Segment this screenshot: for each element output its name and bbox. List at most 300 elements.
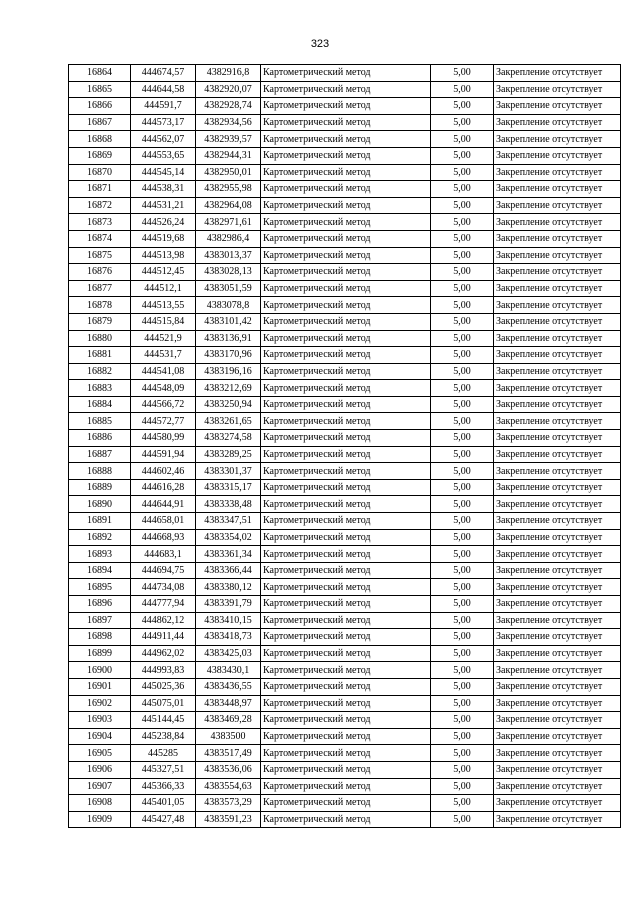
accuracy-cell: 5,00 xyxy=(431,230,494,247)
method-cell: Картометрический метод xyxy=(261,745,431,762)
method-cell: Картометрический метод xyxy=(261,247,431,264)
method-cell: Картометрический метод xyxy=(261,795,431,812)
y-coordinate-cell: 4382964,08 xyxy=(196,197,261,214)
method-cell: Картометрический метод xyxy=(261,363,431,380)
y-coordinate-cell: 4383500 xyxy=(196,728,261,745)
table-row xyxy=(69,247,621,264)
fixation-cell: Закрепление отсутствует xyxy=(494,114,621,131)
table-row xyxy=(69,629,621,646)
table-row xyxy=(69,579,621,596)
method-cell: Картометрический метод xyxy=(261,347,431,364)
x-coordinate-cell: 444566,72 xyxy=(131,396,196,413)
method-cell: Картометрический метод xyxy=(261,811,431,828)
method-cell: Картометрический метод xyxy=(261,479,431,496)
table-row xyxy=(69,562,621,579)
table-row xyxy=(69,363,621,380)
point-number-cell: 16907 xyxy=(69,778,131,795)
x-coordinate-cell: 444644,91 xyxy=(131,496,196,513)
point-number-cell: 16879 xyxy=(69,313,131,330)
y-coordinate-cell: 4382955,98 xyxy=(196,181,261,198)
x-coordinate-cell: 444616,28 xyxy=(131,479,196,496)
fixation-cell: Закрепление отсутствует xyxy=(494,645,621,662)
fixation-cell: Закрепление отсутствует xyxy=(494,745,621,762)
method-cell: Картометрический метод xyxy=(261,430,431,447)
fixation-cell: Закрепление отсутствует xyxy=(494,181,621,198)
method-cell: Картометрический метод xyxy=(261,678,431,695)
method-cell: Картометрический метод xyxy=(261,496,431,513)
method-cell: Картометрический метод xyxy=(261,761,431,778)
y-coordinate-cell: 4382916,8 xyxy=(196,65,261,82)
table-row xyxy=(69,65,621,82)
fixation-cell: Закрепление отсутствует xyxy=(494,728,621,745)
table-row xyxy=(69,147,621,164)
method-cell: Картометрический метод xyxy=(261,380,431,397)
x-coordinate-cell: 445238,84 xyxy=(131,728,196,745)
x-coordinate-cell: 444591,94 xyxy=(131,446,196,463)
point-number-cell: 16889 xyxy=(69,479,131,496)
table-row xyxy=(69,612,621,629)
accuracy-cell: 5,00 xyxy=(431,98,494,115)
x-coordinate-cell: 444658,01 xyxy=(131,513,196,530)
point-number-cell: 16873 xyxy=(69,214,131,231)
y-coordinate-cell: 4383301,37 xyxy=(196,463,261,480)
point-number-cell: 16868 xyxy=(69,131,131,148)
x-coordinate-cell: 444580,99 xyxy=(131,430,196,447)
accuracy-cell: 5,00 xyxy=(431,612,494,629)
table-row xyxy=(69,81,621,98)
x-coordinate-cell: 445144,45 xyxy=(131,712,196,729)
method-cell: Картометрический метод xyxy=(261,264,431,281)
fixation-cell: Закрепление отсутствует xyxy=(494,795,621,812)
y-coordinate-cell: 4382986,4 xyxy=(196,230,261,247)
point-number-cell: 16881 xyxy=(69,347,131,364)
method-cell: Картометрический метод xyxy=(261,712,431,729)
fixation-cell: Закрепление отсутствует xyxy=(494,629,621,646)
accuracy-cell: 5,00 xyxy=(431,629,494,646)
point-number-cell: 16869 xyxy=(69,147,131,164)
accuracy-cell: 5,00 xyxy=(431,247,494,264)
point-number-cell: 16906 xyxy=(69,761,131,778)
method-cell: Картометрический метод xyxy=(261,579,431,596)
fixation-cell: Закрепление отсутствует xyxy=(494,612,621,629)
table-row xyxy=(69,413,621,430)
y-coordinate-cell: 4383289,25 xyxy=(196,446,261,463)
fixation-cell: Закрепление отсутствует xyxy=(494,313,621,330)
method-cell: Картометрический метод xyxy=(261,463,431,480)
point-number-cell: 16909 xyxy=(69,811,131,828)
x-coordinate-cell: 444694,75 xyxy=(131,562,196,579)
table-row xyxy=(69,164,621,181)
x-coordinate-cell: 445401,05 xyxy=(131,795,196,812)
y-coordinate-cell: 4383391,79 xyxy=(196,596,261,613)
accuracy-cell: 5,00 xyxy=(431,463,494,480)
point-number-cell: 16885 xyxy=(69,413,131,430)
point-number-cell: 16892 xyxy=(69,529,131,546)
method-cell: Картометрический метод xyxy=(261,65,431,82)
method-cell: Картометрический метод xyxy=(261,147,431,164)
y-coordinate-cell: 4383591,23 xyxy=(196,811,261,828)
accuracy-cell: 5,00 xyxy=(431,264,494,281)
point-number-cell: 16891 xyxy=(69,513,131,530)
table-row xyxy=(69,230,621,247)
x-coordinate-cell: 444911,44 xyxy=(131,629,196,646)
y-coordinate-cell: 4383212,69 xyxy=(196,380,261,397)
method-cell: Картометрический метод xyxy=(261,297,431,314)
method-cell: Картометрический метод xyxy=(261,396,431,413)
table-row xyxy=(69,396,621,413)
method-cell: Картометрический метод xyxy=(261,645,431,662)
accuracy-cell: 5,00 xyxy=(431,662,494,679)
x-coordinate-cell: 444674,57 xyxy=(131,65,196,82)
accuracy-cell: 5,00 xyxy=(431,795,494,812)
y-coordinate-cell: 4383028,13 xyxy=(196,264,261,281)
point-number-cell: 16899 xyxy=(69,645,131,662)
accuracy-cell: 5,00 xyxy=(431,363,494,380)
fixation-cell: Закрепление отсутствует xyxy=(494,363,621,380)
fixation-cell: Закрепление отсутствует xyxy=(494,413,621,430)
x-coordinate-cell: 444513,98 xyxy=(131,247,196,264)
accuracy-cell: 5,00 xyxy=(431,347,494,364)
y-coordinate-cell: 4383425,03 xyxy=(196,645,261,662)
accuracy-cell: 5,00 xyxy=(431,745,494,762)
x-coordinate-cell: 444591,7 xyxy=(131,98,196,115)
table-row xyxy=(69,214,621,231)
table-row xyxy=(69,795,621,812)
fixation-cell: Закрепление отсутствует xyxy=(494,214,621,231)
table-row xyxy=(69,197,621,214)
point-number-cell: 16897 xyxy=(69,612,131,629)
point-number-cell: 16871 xyxy=(69,181,131,198)
x-coordinate-cell: 444538,31 xyxy=(131,181,196,198)
table-row xyxy=(69,313,621,330)
fixation-cell: Закрепление отсутствует xyxy=(494,529,621,546)
fixation-cell: Закрепление отсутствует xyxy=(494,712,621,729)
y-coordinate-cell: 4383078,8 xyxy=(196,297,261,314)
method-cell: Картометрический метод xyxy=(261,81,431,98)
point-number-cell: 16880 xyxy=(69,330,131,347)
table-row xyxy=(69,513,621,530)
y-coordinate-cell: 4383347,51 xyxy=(196,513,261,530)
accuracy-cell: 5,00 xyxy=(431,513,494,530)
y-coordinate-cell: 4382950,01 xyxy=(196,164,261,181)
point-number-cell: 16901 xyxy=(69,678,131,695)
table-row xyxy=(69,778,621,795)
accuracy-cell: 5,00 xyxy=(431,596,494,613)
point-number-cell: 16887 xyxy=(69,446,131,463)
x-coordinate-cell: 444548,09 xyxy=(131,380,196,397)
point-number-cell: 16893 xyxy=(69,546,131,563)
fixation-cell: Закрепление отсутствует xyxy=(494,778,621,795)
point-number-cell: 16895 xyxy=(69,579,131,596)
method-cell: Картометрический метод xyxy=(261,214,431,231)
table-row xyxy=(69,264,621,281)
y-coordinate-cell: 4383536,06 xyxy=(196,761,261,778)
method-cell: Картометрический метод xyxy=(261,197,431,214)
accuracy-cell: 5,00 xyxy=(431,430,494,447)
method-cell: Картометрический метод xyxy=(261,529,431,546)
point-number-cell: 16872 xyxy=(69,197,131,214)
accuracy-cell: 5,00 xyxy=(431,479,494,496)
y-coordinate-cell: 4383380,12 xyxy=(196,579,261,596)
table-row xyxy=(69,596,621,613)
table-row xyxy=(69,811,621,828)
accuracy-cell: 5,00 xyxy=(431,446,494,463)
method-cell: Картометрический метод xyxy=(261,131,431,148)
method-cell: Картометрический метод xyxy=(261,513,431,530)
method-cell: Картометрический метод xyxy=(261,280,431,297)
point-number-cell: 16875 xyxy=(69,247,131,264)
accuracy-cell: 5,00 xyxy=(431,712,494,729)
method-cell: Картометрический метод xyxy=(261,313,431,330)
x-coordinate-cell: 444531,7 xyxy=(131,347,196,364)
y-coordinate-cell: 4382939,57 xyxy=(196,131,261,148)
y-coordinate-cell: 4382920,07 xyxy=(196,81,261,98)
point-number-cell: 16896 xyxy=(69,596,131,613)
point-number-cell: 16905 xyxy=(69,745,131,762)
y-coordinate-cell: 4382928,74 xyxy=(196,98,261,115)
accuracy-cell: 5,00 xyxy=(431,529,494,546)
x-coordinate-cell: 444734,08 xyxy=(131,579,196,596)
fixation-cell: Закрепление отсутствует xyxy=(494,479,621,496)
x-coordinate-cell: 444862,12 xyxy=(131,612,196,629)
method-cell: Картометрический метод xyxy=(261,546,431,563)
point-number-cell: 16890 xyxy=(69,496,131,513)
accuracy-cell: 5,00 xyxy=(431,131,494,148)
point-number-cell: 16870 xyxy=(69,164,131,181)
y-coordinate-cell: 4383013,37 xyxy=(196,247,261,264)
point-number-cell: 16864 xyxy=(69,65,131,82)
point-number-cell: 16884 xyxy=(69,396,131,413)
accuracy-cell: 5,00 xyxy=(431,728,494,745)
accuracy-cell: 5,00 xyxy=(431,778,494,795)
x-coordinate-cell: 444777,94 xyxy=(131,596,196,613)
fixation-cell: Закрепление отсутствует xyxy=(494,562,621,579)
table-row xyxy=(69,347,621,364)
point-number-cell: 16877 xyxy=(69,280,131,297)
x-coordinate-cell: 444545,14 xyxy=(131,164,196,181)
fixation-cell: Закрепление отсутствует xyxy=(494,81,621,98)
x-coordinate-cell: 445427,48 xyxy=(131,811,196,828)
fixation-cell: Закрепление отсутствует xyxy=(494,513,621,530)
fixation-cell: Закрепление отсутствует xyxy=(494,596,621,613)
method-cell: Картометрический метод xyxy=(261,230,431,247)
point-number-cell: 16874 xyxy=(69,230,131,247)
x-coordinate-cell: 445075,01 xyxy=(131,695,196,712)
table-row xyxy=(69,645,621,662)
x-coordinate-cell: 444521,9 xyxy=(131,330,196,347)
y-coordinate-cell: 4383430,1 xyxy=(196,662,261,679)
y-coordinate-cell: 4382934,56 xyxy=(196,114,261,131)
method-cell: Картометрический метод xyxy=(261,330,431,347)
table-row xyxy=(69,297,621,314)
fixation-cell: Закрепление отсутствует xyxy=(494,197,621,214)
y-coordinate-cell: 4383573,29 xyxy=(196,795,261,812)
table-row xyxy=(69,761,621,778)
method-cell: Картометрический метод xyxy=(261,662,431,679)
accuracy-cell: 5,00 xyxy=(431,313,494,330)
accuracy-cell: 5,00 xyxy=(431,496,494,513)
y-coordinate-cell: 4383410,15 xyxy=(196,612,261,629)
x-coordinate-cell: 444541,08 xyxy=(131,363,196,380)
point-number-cell: 16883 xyxy=(69,380,131,397)
table-row xyxy=(69,330,621,347)
point-number-cell: 16867 xyxy=(69,114,131,131)
point-number-cell: 16886 xyxy=(69,430,131,447)
accuracy-cell: 5,00 xyxy=(431,579,494,596)
y-coordinate-cell: 4383366,44 xyxy=(196,562,261,579)
accuracy-cell: 5,00 xyxy=(431,297,494,314)
method-cell: Картометрический метод xyxy=(261,164,431,181)
accuracy-cell: 5,00 xyxy=(431,164,494,181)
method-cell: Картометрический метод xyxy=(261,562,431,579)
fixation-cell: Закрепление отсутствует xyxy=(494,297,621,314)
fixation-cell: Закрепление отсутствует xyxy=(494,496,621,513)
table-row xyxy=(69,678,621,695)
y-coordinate-cell: 4383051,59 xyxy=(196,280,261,297)
point-number-cell: 16900 xyxy=(69,662,131,679)
accuracy-cell: 5,00 xyxy=(431,330,494,347)
method-cell: Картометрический метод xyxy=(261,413,431,430)
method-cell: Картометрический метод xyxy=(261,114,431,131)
accuracy-cell: 5,00 xyxy=(431,181,494,198)
y-coordinate-cell: 4383274,58 xyxy=(196,430,261,447)
table-row xyxy=(69,131,621,148)
x-coordinate-cell: 444683,1 xyxy=(131,546,196,563)
x-coordinate-cell: 444602,46 xyxy=(131,463,196,480)
fixation-cell: Закрепление отсутствует xyxy=(494,230,621,247)
fixation-cell: Закрепление отсутствует xyxy=(494,430,621,447)
accuracy-cell: 5,00 xyxy=(431,65,494,82)
table-row xyxy=(69,745,621,762)
table-row xyxy=(69,479,621,496)
fixation-cell: Закрепление отсутствует xyxy=(494,264,621,281)
accuracy-cell: 5,00 xyxy=(431,761,494,778)
table-row xyxy=(69,662,621,679)
fixation-cell: Закрепление отсутствует xyxy=(494,396,621,413)
y-coordinate-cell: 4383170,96 xyxy=(196,347,261,364)
y-coordinate-cell: 4383354,02 xyxy=(196,529,261,546)
x-coordinate-cell: 445366,33 xyxy=(131,778,196,795)
method-cell: Картометрический метод xyxy=(261,596,431,613)
fixation-cell: Закрепление отсутствует xyxy=(494,761,621,778)
y-coordinate-cell: 4383554,63 xyxy=(196,778,261,795)
y-coordinate-cell: 4383448,97 xyxy=(196,695,261,712)
fixation-cell: Закрепление отсутствует xyxy=(494,811,621,828)
accuracy-cell: 5,00 xyxy=(431,214,494,231)
page-number: 323 xyxy=(310,38,330,50)
point-number-cell: 16898 xyxy=(69,629,131,646)
accuracy-cell: 5,00 xyxy=(431,811,494,828)
accuracy-cell: 5,00 xyxy=(431,147,494,164)
accuracy-cell: 5,00 xyxy=(431,280,494,297)
fixation-cell: Закрепление отсутствует xyxy=(494,678,621,695)
y-coordinate-cell: 4383261,65 xyxy=(196,413,261,430)
method-cell: Картометрический метод xyxy=(261,181,431,198)
y-coordinate-cell: 4383101,42 xyxy=(196,313,261,330)
fixation-cell: Закрепление отсутствует xyxy=(494,247,621,264)
method-cell: Картометрический метод xyxy=(261,629,431,646)
accuracy-cell: 5,00 xyxy=(431,81,494,98)
x-coordinate-cell: 445285 xyxy=(131,745,196,762)
point-number-cell: 16865 xyxy=(69,81,131,98)
y-coordinate-cell: 4383436,55 xyxy=(196,678,261,695)
x-coordinate-cell: 444526,24 xyxy=(131,214,196,231)
fixation-cell: Закрепление отсутствует xyxy=(494,347,621,364)
x-coordinate-cell: 444573,17 xyxy=(131,114,196,131)
fixation-cell: Закрепление отсутствует xyxy=(494,463,621,480)
method-cell: Картометрический метод xyxy=(261,446,431,463)
table-row xyxy=(69,546,621,563)
coordinates-table-body xyxy=(69,65,621,828)
point-number-cell: 16882 xyxy=(69,363,131,380)
fixation-cell: Закрепление отсутствует xyxy=(494,280,621,297)
fixation-cell: Закрепление отсутствует xyxy=(494,131,621,148)
point-number-cell: 16866 xyxy=(69,98,131,115)
x-coordinate-cell: 445327,51 xyxy=(131,761,196,778)
fixation-cell: Закрепление отсутствует xyxy=(494,147,621,164)
x-coordinate-cell: 444513,55 xyxy=(131,297,196,314)
x-coordinate-cell: 444562,07 xyxy=(131,131,196,148)
table-row xyxy=(69,529,621,546)
x-coordinate-cell: 444962,02 xyxy=(131,645,196,662)
table-row xyxy=(69,463,621,480)
accuracy-cell: 5,00 xyxy=(431,396,494,413)
fixation-cell: Закрепление отсутствует xyxy=(494,164,621,181)
fixation-cell: Закрепление отсутствует xyxy=(494,579,621,596)
accuracy-cell: 5,00 xyxy=(431,562,494,579)
fixation-cell: Закрепление отсутствует xyxy=(494,662,621,679)
accuracy-cell: 5,00 xyxy=(431,413,494,430)
x-coordinate-cell: 444515,84 xyxy=(131,313,196,330)
table-row xyxy=(69,728,621,745)
y-coordinate-cell: 4383196,16 xyxy=(196,363,261,380)
fixation-cell: Закрепление отсутствует xyxy=(494,380,621,397)
fixation-cell: Закрепление отсутствует xyxy=(494,446,621,463)
point-number-cell: 16903 xyxy=(69,712,131,729)
method-cell: Картометрический метод xyxy=(261,778,431,795)
y-coordinate-cell: 4383338,48 xyxy=(196,496,261,513)
accuracy-cell: 5,00 xyxy=(431,197,494,214)
point-number-cell: 16876 xyxy=(69,264,131,281)
table-row xyxy=(69,181,621,198)
accuracy-cell: 5,00 xyxy=(431,678,494,695)
x-coordinate-cell: 444519,68 xyxy=(131,230,196,247)
fixation-cell: Закрепление отсутствует xyxy=(494,330,621,347)
x-coordinate-cell: 444553,65 xyxy=(131,147,196,164)
table-row xyxy=(69,446,621,463)
x-coordinate-cell: 444668,93 xyxy=(131,529,196,546)
y-coordinate-cell: 4383361,34 xyxy=(196,546,261,563)
table-row xyxy=(69,380,621,397)
accuracy-cell: 5,00 xyxy=(431,380,494,397)
y-coordinate-cell: 4382971,61 xyxy=(196,214,261,231)
fixation-cell: Закрепление отсутствует xyxy=(494,65,621,82)
y-coordinate-cell: 4383517,49 xyxy=(196,745,261,762)
x-coordinate-cell: 445025,36 xyxy=(131,678,196,695)
accuracy-cell: 5,00 xyxy=(431,695,494,712)
x-coordinate-cell: 444512,45 xyxy=(131,264,196,281)
y-coordinate-cell: 4383469,28 xyxy=(196,712,261,729)
method-cell: Картометрический метод xyxy=(261,612,431,629)
method-cell: Картометрический метод xyxy=(261,695,431,712)
point-number-cell: 16878 xyxy=(69,297,131,314)
y-coordinate-cell: 4383136,91 xyxy=(196,330,261,347)
x-coordinate-cell: 444644,58 xyxy=(131,81,196,98)
coordinates-table xyxy=(68,64,621,828)
table-row xyxy=(69,695,621,712)
fixation-cell: Закрепление отсутствует xyxy=(494,695,621,712)
y-coordinate-cell: 4383315,17 xyxy=(196,479,261,496)
